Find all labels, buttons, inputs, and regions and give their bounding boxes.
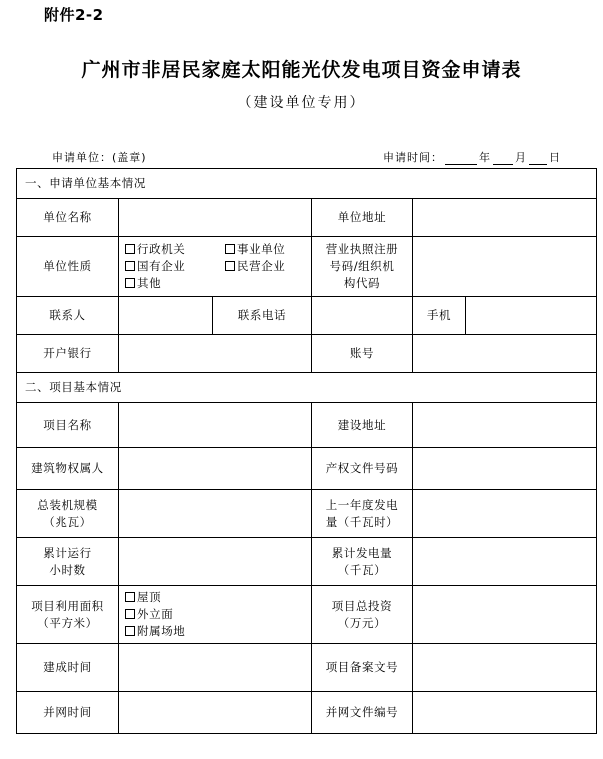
unit-nature-label: 单位性质 xyxy=(17,237,119,297)
checkbox-icon xyxy=(125,278,135,288)
form-table xyxy=(16,168,597,734)
area-label: 项目利用面积 （平方米） xyxy=(17,586,119,644)
nature-option-private[interactable]: 民营企业 xyxy=(225,258,285,275)
contact-row xyxy=(17,297,597,335)
completion-time-label: 建成时间 xyxy=(17,644,119,692)
grid-time-label: 并网时间 xyxy=(17,692,119,734)
run-hours-row xyxy=(17,538,597,586)
month-blank xyxy=(493,153,513,165)
run-hours-label: 累计运行 小时数 xyxy=(17,538,119,586)
project-name-label: 项目名称 xyxy=(17,403,119,448)
capacity-value[interactable] xyxy=(119,490,312,538)
run-hours-value[interactable] xyxy=(119,538,312,586)
section2-title: 二、项目基本情况 xyxy=(17,373,597,403)
filing-doc-value[interactable] xyxy=(413,644,597,692)
property-doc-label: 产权文件号码 xyxy=(312,448,413,490)
unit-name-value[interactable] xyxy=(119,199,312,237)
day-blank xyxy=(529,153,547,165)
contact-phone-value[interactable] xyxy=(312,297,413,335)
form-subtitle: （建设单位专用） xyxy=(237,95,366,111)
grid-row xyxy=(17,692,597,734)
building-owner-label: 建筑物权属人 xyxy=(17,448,119,490)
unit-nature-options xyxy=(119,237,312,297)
grid-doc-value[interactable] xyxy=(413,692,597,734)
unit-address-label: 单位地址 xyxy=(312,199,413,237)
cumulative-generation-label: 累计发电量 （千瓦） xyxy=(312,538,413,586)
checkbox-icon xyxy=(125,609,135,619)
bank-row xyxy=(17,335,597,373)
completion-row xyxy=(17,644,597,692)
cumulative-generation-value[interactable] xyxy=(413,538,597,586)
project-name-row xyxy=(17,403,597,448)
application-date xyxy=(383,149,561,165)
area-option-roof[interactable]: 屋顶 xyxy=(125,589,161,606)
account-label: 账号 xyxy=(312,335,413,373)
checkbox-icon xyxy=(225,261,235,271)
mobile-label: 手机 xyxy=(413,297,466,335)
checkbox-icon xyxy=(225,244,235,254)
attachment-label: 附件2-2 xyxy=(44,6,104,24)
nature-option-other[interactable]: 其他 xyxy=(125,275,161,292)
year-label: 年 xyxy=(479,151,491,164)
section1-row xyxy=(17,169,597,199)
build-address-label: 建设地址 xyxy=(312,403,413,448)
checkbox-icon xyxy=(125,261,135,271)
nature-option-institution[interactable]: 事业单位 xyxy=(225,241,285,258)
area-option-facade[interactable]: 外立面 xyxy=(125,606,173,623)
total-investment-label: 项目总投资 （万元） xyxy=(312,586,413,644)
area-options xyxy=(119,586,312,644)
nature-option-government[interactable]: 行政机关 xyxy=(125,241,225,258)
checkbox-icon xyxy=(125,244,135,254)
checkbox-icon xyxy=(125,626,135,636)
contact-phone-label: 联系电话 xyxy=(213,297,312,335)
area-row xyxy=(17,586,597,644)
month-label: 月 xyxy=(515,151,527,164)
bank-label: 开户银行 xyxy=(17,335,119,373)
unit-name-row xyxy=(17,199,597,237)
last-year-generation-value[interactable] xyxy=(413,490,597,538)
applicant-unit-label: 申请单位：(盖章) xyxy=(52,151,147,164)
license-code-value[interactable] xyxy=(413,237,597,297)
contact-label: 联系人 xyxy=(17,297,119,335)
date-label: 申请时间： xyxy=(383,151,443,164)
project-name-value[interactable] xyxy=(119,403,312,448)
mobile-value[interactable] xyxy=(466,297,597,335)
checkbox-icon xyxy=(125,592,135,602)
property-doc-value[interactable] xyxy=(413,448,597,490)
capacity-row xyxy=(17,490,597,538)
unit-name-label: 单位名称 xyxy=(17,199,119,237)
capacity-label: 总装机规模 （兆瓦） xyxy=(17,490,119,538)
grid-time-value[interactable] xyxy=(119,692,312,734)
unit-nature-row xyxy=(17,237,597,297)
nature-option-state-owned[interactable]: 国有企业 xyxy=(125,258,225,275)
building-owner-value[interactable] xyxy=(119,448,312,490)
last-year-generation-label: 上一年度发电 量（千瓦时） xyxy=(312,490,413,538)
area-option-ancillary-site[interactable]: 附属场地 xyxy=(125,623,185,640)
section1-title: 一、申请单位基本情况 xyxy=(17,169,597,199)
license-code-label: 营业执照注册 号码/组织机 构代码 xyxy=(312,237,413,297)
completion-time-value[interactable] xyxy=(119,644,312,692)
grid-doc-label: 并网文件编号 xyxy=(312,692,413,734)
build-address-value[interactable] xyxy=(413,403,597,448)
contact-value[interactable] xyxy=(119,297,213,335)
unit-address-value[interactable] xyxy=(413,199,597,237)
bank-value[interactable] xyxy=(119,335,312,373)
total-investment-value[interactable] xyxy=(413,586,597,644)
account-value[interactable] xyxy=(413,335,597,373)
application-form xyxy=(16,168,596,748)
building-owner-row xyxy=(17,448,597,490)
filing-doc-label: 项目备案文号 xyxy=(312,644,413,692)
year-blank xyxy=(445,153,477,165)
section2-row xyxy=(17,373,597,403)
day-label: 日 xyxy=(549,151,561,164)
form-title: 广州市非居民家庭太阳能光伏发电项目资金申请表 xyxy=(81,59,522,81)
